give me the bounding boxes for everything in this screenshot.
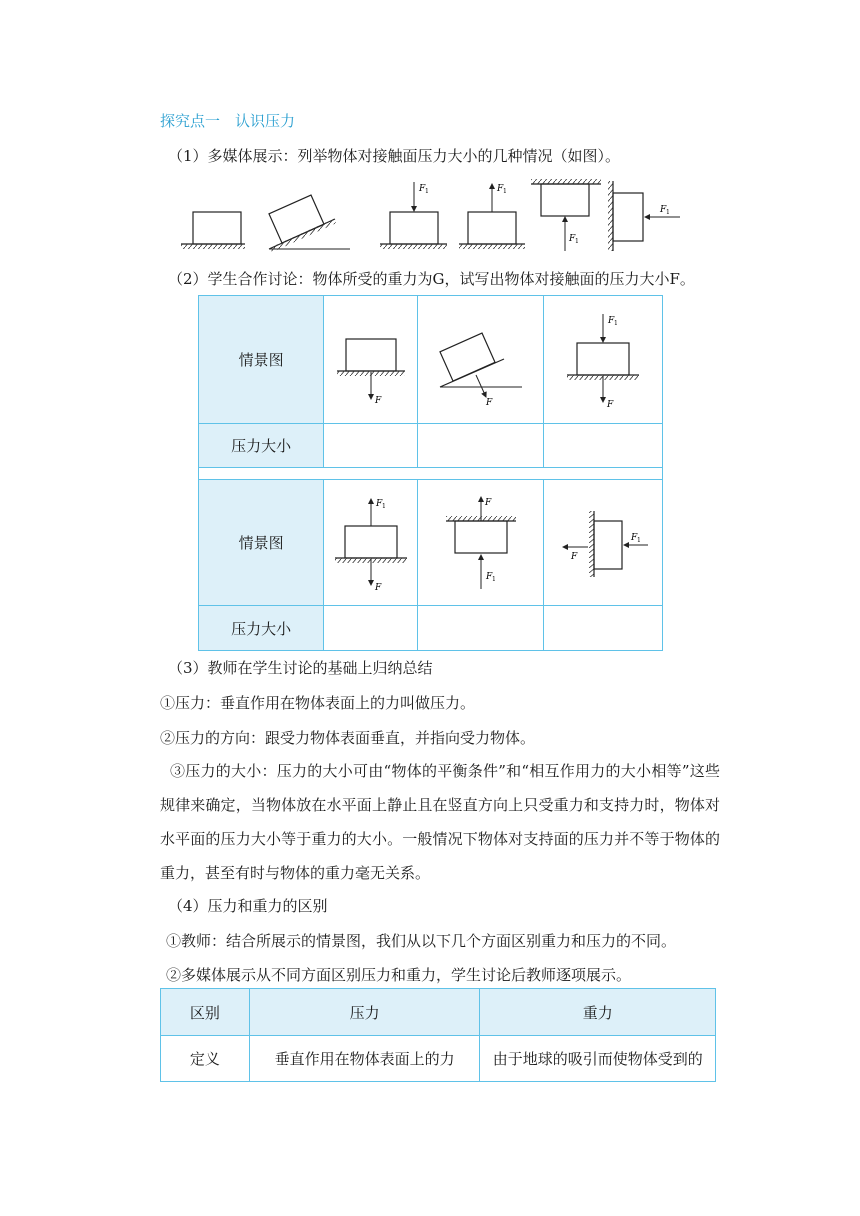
- scenario-box-on-floor: [181, 212, 245, 249]
- force-label-f1-sub: 1: [637, 536, 641, 544]
- point-3-text: [160, 754, 720, 890]
- scenario-box-against-wall: [608, 181, 680, 251]
- pressure-answer-cell[interactable]: [544, 606, 663, 651]
- sub-2-text: ②多媒体展示从不同方面区别压力和重力，学生讨论后教师逐项展示。: [166, 966, 632, 984]
- svg-text:F: F: [419, 184, 426, 194]
- scene-cell-wall: [544, 480, 663, 606]
- pressure-answer-cell[interactable]: [418, 606, 544, 651]
- svg-text:F: F: [660, 205, 667, 215]
- point-3-content: ③压力的大小：压力的大小可由“物体的平衡条件”和“相互作用力的大小相等”这些规律来确定，当物体放在水平面上静止且在竖直方向上只受重力和支持力时，物体对水平面的压力大小等于重力的大小。一般情况下物体对支持面的压力并不等于物体的重力，甚至有时与物体的重力毫无关系。: [160, 762, 720, 882]
- section-title: 探究点一 认识压力: [160, 112, 296, 130]
- pressure-scenarios-figure: [175, 175, 695, 255]
- force-label-f1: F: [375, 498, 383, 509]
- svg-text:1: 1: [575, 238, 579, 245]
- scene-cell-ceiling: [418, 480, 544, 606]
- pressure-answer-cell[interactable]: [418, 424, 544, 468]
- table-spacer: [199, 468, 663, 480]
- force-label-f1: F: [608, 315, 615, 326]
- scene-cell-pushed-down: [544, 296, 663, 424]
- scenario-box-pushed-down: [380, 182, 447, 249]
- svg-text:1: 1: [425, 188, 429, 195]
- svg-text:F: F: [497, 184, 504, 194]
- force-label-f: F: [485, 397, 492, 408]
- point-1-text: ①压力：垂直作用在物体表面上的力叫做压力。: [160, 694, 476, 712]
- force-label-f1-sub: 1: [614, 319, 618, 327]
- force-label-f: F: [484, 497, 491, 508]
- force-label-f1-sub: 1: [491, 575, 496, 583]
- force-label-f: F: [374, 582, 382, 593]
- row-label-pressure: 压力大小: [199, 424, 324, 468]
- compare-cell: 定义: [161, 1036, 250, 1082]
- force-label-f: F: [607, 399, 614, 410]
- sub-1-text: ①教师：结合所展示的情景图，我们从以下几个方面区别重力和压力的不同。: [166, 932, 677, 950]
- row-label-scene: 情景图: [199, 480, 324, 606]
- svg-text:1: 1: [503, 188, 507, 195]
- compare-header-cell: 重力: [480, 989, 716, 1036]
- force-label-f1: F: [485, 571, 492, 582]
- compare-header-cell: 区别: [161, 989, 250, 1036]
- scene-cell-incline: [418, 296, 544, 424]
- force-label-f: F: [374, 395, 382, 406]
- compare-cell: 由于地球的吸引而使物体受到的: [480, 1036, 716, 1082]
- step-2-text: （2）学生合作讨论：物体所受的重力为G，试写出物体对接触面的压力大小F。: [168, 270, 695, 288]
- pressure-answer-cell[interactable]: [324, 606, 418, 651]
- scene-cell-pulled-up: [324, 480, 418, 606]
- step-1-text: （1）多媒体展示：列举物体对接触面压力大小的几种情况（如图）。: [168, 147, 621, 165]
- point-2-text: ②压力的方向：跟受力物体表面垂直，并指向受力物体。: [160, 729, 536, 747]
- svg-text:1: 1: [666, 209, 670, 216]
- force-label-f1-sub: 1: [381, 502, 386, 510]
- compare-header-cell: 压力: [249, 989, 480, 1036]
- scenario-box-against-ceiling: [531, 179, 601, 251]
- row-label-scene: 情景图: [199, 296, 324, 424]
- force-label-f: F: [571, 551, 578, 562]
- svg-text:F: F: [569, 234, 576, 244]
- compare-cell: 垂直作用在物体表面上的力: [249, 1036, 480, 1082]
- scenario-table: [198, 295, 663, 651]
- step-4-text: （4）压力和重力的区别: [168, 897, 328, 915]
- scenario-box-on-incline: [269, 195, 350, 250]
- pressure-answer-cell[interactable]: [544, 424, 663, 468]
- force-label-f1: F: [631, 532, 638, 543]
- pressure-answer-cell[interactable]: [324, 424, 418, 468]
- scenario-box-pulled-up: [459, 184, 525, 249]
- scene-cell-floor: [324, 296, 418, 424]
- comparison-table: [160, 988, 716, 1082]
- step-3-text: （3）教师在学生讨论的基础上归纳总结: [168, 659, 433, 677]
- row-label-pressure: 压力大小: [199, 606, 324, 651]
